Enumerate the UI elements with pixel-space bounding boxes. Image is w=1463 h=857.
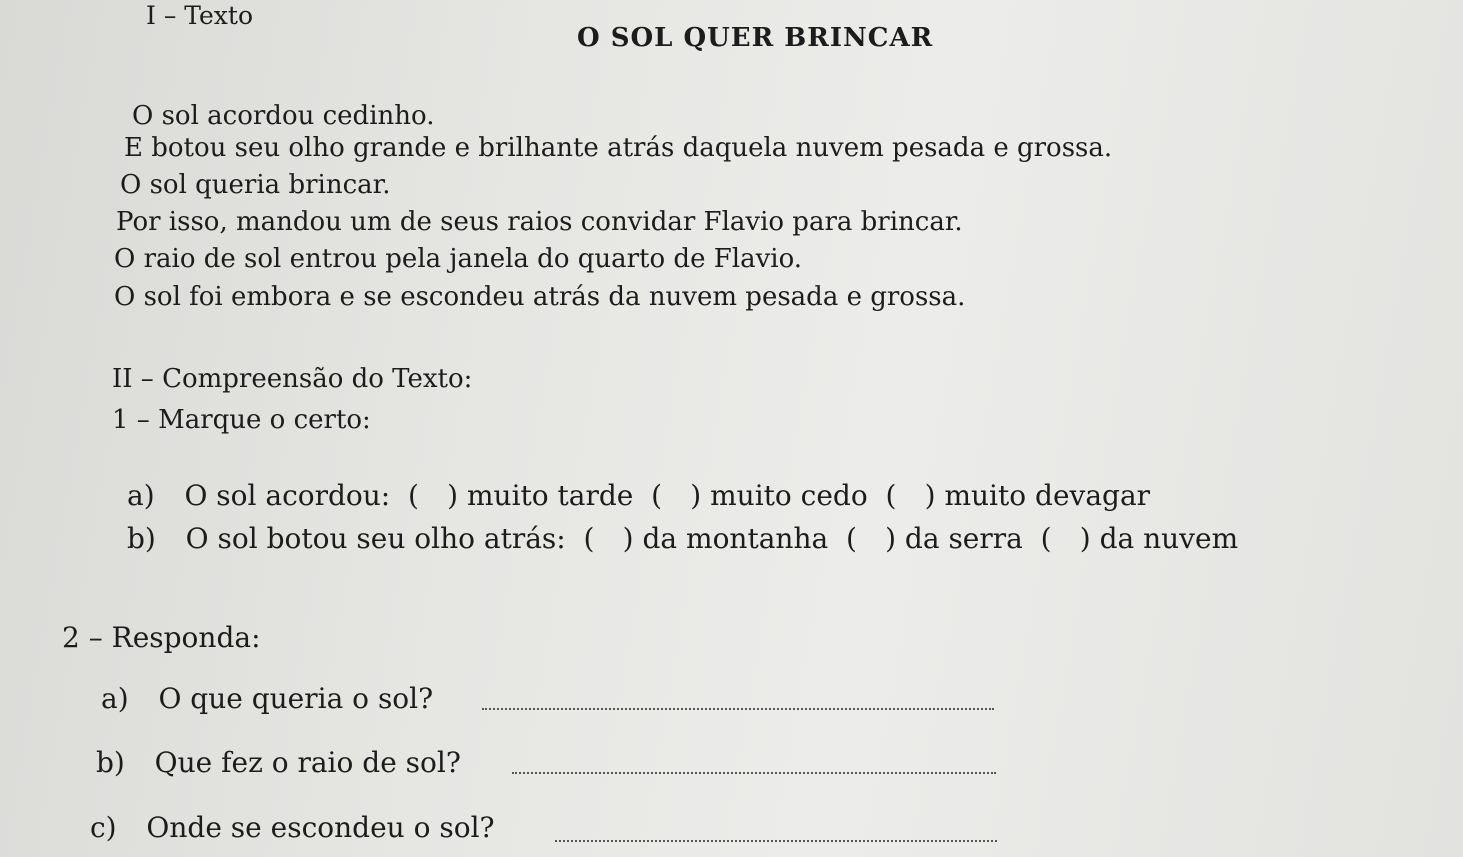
question-text: O que queria o sol?	[158, 682, 434, 715]
item-prefix: b)	[127, 522, 156, 555]
item-prefix: c)	[90, 811, 117, 844]
question-1b	[127, 523, 1238, 555]
story-line: O sol queria brincar.	[120, 170, 391, 200]
story-line: O raio de sol entrou pela janela do quarto de Flavio.	[114, 244, 803, 274]
option-label: da nuvem	[1099, 522, 1239, 555]
section-2-label: II – Compreensão do Texto:	[112, 364, 473, 394]
option-label: muito tarde	[467, 479, 634, 512]
checkbox-paren[interactable]: ( )	[1031, 522, 1091, 555]
story-line: O sol foi embora e se escondeu atrás da nuvem pesada e grossa.	[114, 282, 966, 312]
checkbox-paren[interactable]: ( )	[574, 522, 634, 555]
checkbox-paren[interactable]: ( )	[837, 522, 897, 555]
section-1-label: I – Texto	[146, 1, 253, 30]
story-line: Por isso, mandou um de seus raios convidar Flavio para brincar.	[116, 207, 963, 237]
checkbox-paren[interactable]: ( )	[876, 479, 936, 512]
question-2b	[96, 747, 461, 779]
answer-line[interactable]	[555, 840, 997, 842]
option-label: da serra	[904, 522, 1023, 555]
question-2a	[101, 683, 433, 715]
question-1a	[127, 480, 1150, 512]
option-label: muito devagar	[944, 479, 1151, 512]
text-title: O SOL QUER BRINCAR	[577, 23, 934, 53]
option-label: da montanha	[642, 522, 829, 555]
question-2-heading: 2 – Responda:	[62, 621, 261, 654]
question-stem: O sol acordou:	[184, 479, 391, 512]
answer-line[interactable]	[512, 772, 996, 774]
checkbox-paren[interactable]: ( )	[642, 479, 702, 512]
story-line: O sol acordou cedinho.	[132, 101, 435, 131]
item-prefix: b)	[96, 746, 125, 779]
question-1-heading: 1 – Marque o certo:	[112, 405, 371, 435]
story-line: E botou seu olho grande e brilhante atrás daquela nuvem pesada e grossa.	[124, 133, 1113, 163]
question-text: Onde se escondeu o sol?	[146, 811, 495, 844]
question-stem: O sol botou seu olho atrás:	[185, 522, 566, 555]
question-text: Que fez o raio de sol?	[154, 746, 461, 779]
checkbox-paren[interactable]: ( )	[399, 479, 459, 512]
question-2c	[90, 812, 495, 844]
item-prefix: a)	[101, 682, 129, 715]
item-prefix: a)	[127, 479, 155, 512]
answer-line[interactable]	[482, 708, 994, 710]
option-label: muito cedo	[710, 479, 868, 512]
